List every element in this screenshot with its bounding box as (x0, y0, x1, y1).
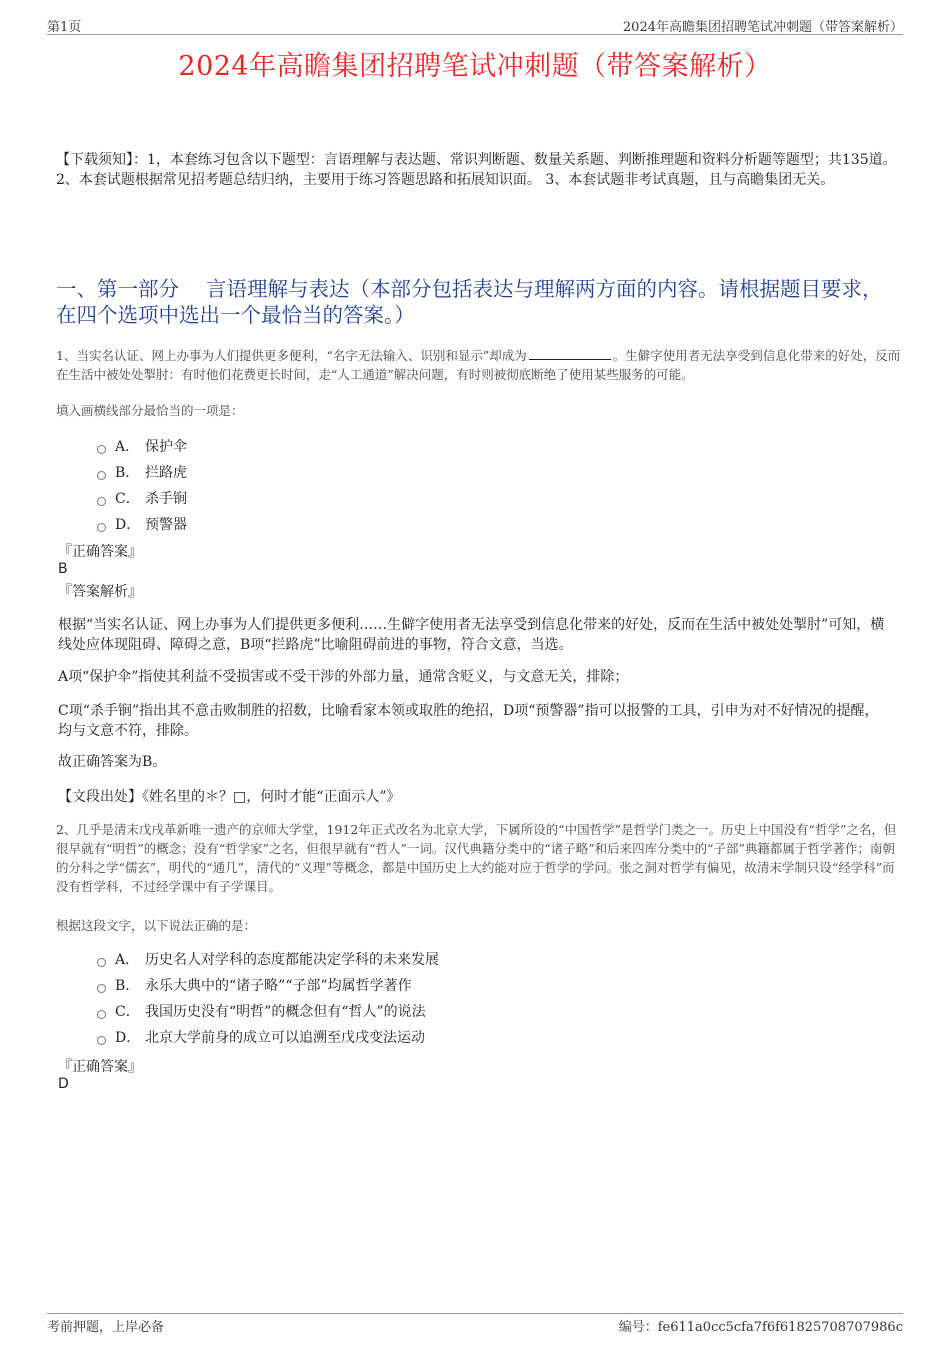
option-b[interactable] (97, 459, 897, 485)
fill-blank (529, 348, 611, 360)
analysis-paragraph: A项“保护伞”指使其利益不受损害或不受干涉的外部力量，通常含贬义，与文意无关，排除； (58, 669, 629, 685)
document-title: 2024年高瞻集团招聘笔试冲刺题（带答案解析） (178, 51, 772, 82)
question-2-options (97, 946, 897, 1050)
radio-icon[interactable] (97, 984, 106, 993)
analysis-paragraph: 根据“当实名认证、网上办事为人们提供更多便利……生僻字使用者无法享受到信息化带来的好处，反而在生活中被处处掣肘”可知，横线处应体现阻碍、障碍之意，B项“拦路虎”比喻阻碍前进的事物，符合文意，当选。 (58, 617, 885, 653)
page-header (47, 16, 903, 35)
radio-icon[interactable] (97, 445, 106, 454)
question-1-stem-start: 1、当实名认证、网上办事为人们提供更多便利，“名字无法输入、识别和显示”却成为 (56, 348, 527, 363)
question-1-options (97, 433, 897, 537)
question-1-prompt: 填入画横线部分最恰当的一项是： (56, 403, 244, 418)
option-d[interactable] (97, 1024, 897, 1050)
option-key: D． (115, 517, 141, 533)
footer-slogan: 考前押题，上岸必备 (47, 1320, 165, 1335)
page-number: 第1页 (47, 20, 82, 35)
option-text: 保护伞 (145, 439, 187, 455)
option-a[interactable] (97, 433, 897, 459)
answer-label: 『正确答案』 (58, 544, 142, 560)
radio-icon[interactable] (97, 471, 106, 480)
question-2-stem: 2、几乎是清末戊戌革新唯一遗产的京师大学堂，1912年正式改名为北京大学，下属所设的“中国哲学”是哲学门类之一。历史上中国没有“哲学”之名，但很早就有“明哲”的概念；没有“哲学家”之名，但很早就有“哲人”一词。汉代典籍分类中的“诸子略”和后来四库分类中的“子部”典籍都属于哲学著作；南朝的分科之学“儒玄”，明代的“通几”，清代的“义理”等概念，都是中国历史上大约能对应于哲学的学问。张之洞对哲学有偏见，故清末学制只设“经学科”而没有哲学科，不过经学课中有子学课目。 (56, 822, 897, 894)
page-footer (47, 1313, 903, 1335)
answer-value: D (58, 1076, 69, 1092)
option-key: A． (115, 439, 140, 455)
option-text: 杀手锏 (145, 491, 187, 507)
option-key: B． (115, 978, 140, 994)
footer-code: 编号：fe611a0cc5cfa7f6f61825708707986c (618, 1320, 903, 1335)
source-citation: 【文段出处】《姓名里的＊？□，何时才能“正面示人”》 (58, 789, 401, 805)
section-heading: 一、第一部分 言语理解与表达（本部分包括表达与理解两方面的内容。请根据题目要求，在四个选项中选出一个最恰当的答案。） (56, 277, 883, 327)
radio-icon[interactable] (97, 523, 106, 532)
radio-icon[interactable] (97, 1010, 106, 1019)
download-notice: 【下载须知】：1，本套练习包含以下题型：言语理解与表达题、常识判断题、数量关系题、判断推理题和资料分析题等题型；共135道。 2、本套试题根据常见招考题总结归纳，主要用于练习答题思路和拓展知识面。 3、本套试题非考试真题，且与高瞻集团无关。 (56, 152, 897, 188)
question-1-stem (56, 346, 901, 384)
option-text: 预警器 (145, 517, 187, 533)
option-text: 历史名人对学科的态度都能决定学科的未来发展 (145, 952, 439, 968)
option-key: B． (115, 465, 140, 481)
radio-icon[interactable] (97, 1036, 106, 1045)
option-key: C． (115, 1004, 140, 1020)
question-1-stem-end: 。生僻字使用者无法享受到信息化带来的好处，反而在生活中被处处掣肘：有时他们花费更长时间，走“人工通道”解决问题，有时则被彻底断绝了使用某些服务的可能。 (56, 348, 901, 382)
question-2-prompt: 根据这段文字，以下说法正确的是： (56, 918, 257, 933)
answer-label: 『正确答案』 (58, 1059, 142, 1075)
header-doc-title: 2024年高瞻集团招聘笔试冲刺题（带答案解析） (622, 20, 903, 35)
option-key: C． (115, 491, 140, 507)
analysis-label: 『答案解析』 (58, 584, 142, 600)
radio-icon[interactable] (97, 497, 106, 506)
option-d[interactable] (97, 511, 897, 537)
option-a[interactable] (97, 946, 897, 972)
option-text: 拦路虎 (145, 465, 187, 481)
option-text: 永乐大典中的“诸子略”“子部”均属哲学著作 (145, 978, 412, 994)
option-key: A． (115, 952, 140, 968)
radio-icon[interactable] (97, 958, 106, 967)
option-text: 我国历史没有“明哲”的概念但有“哲人”的说法 (145, 1004, 426, 1020)
option-c[interactable] (97, 998, 897, 1024)
analysis-paragraph: C项“杀手锏”指出其不意击败制胜的招数，比喻看家本领或取胜的绝招，D项“预警器”指可以报警的工具，引申为对不好情况的提醒，均与文意不符，排除。 (58, 703, 879, 739)
option-b[interactable] (97, 972, 897, 998)
option-text: 北京大学前身的成立可以追溯至戊戌变法运动 (145, 1030, 425, 1046)
option-key: D． (115, 1030, 141, 1046)
analysis-paragraph: 故正确答案为B。 (58, 754, 167, 770)
answer-value: B (58, 561, 68, 577)
option-c[interactable] (97, 485, 897, 511)
